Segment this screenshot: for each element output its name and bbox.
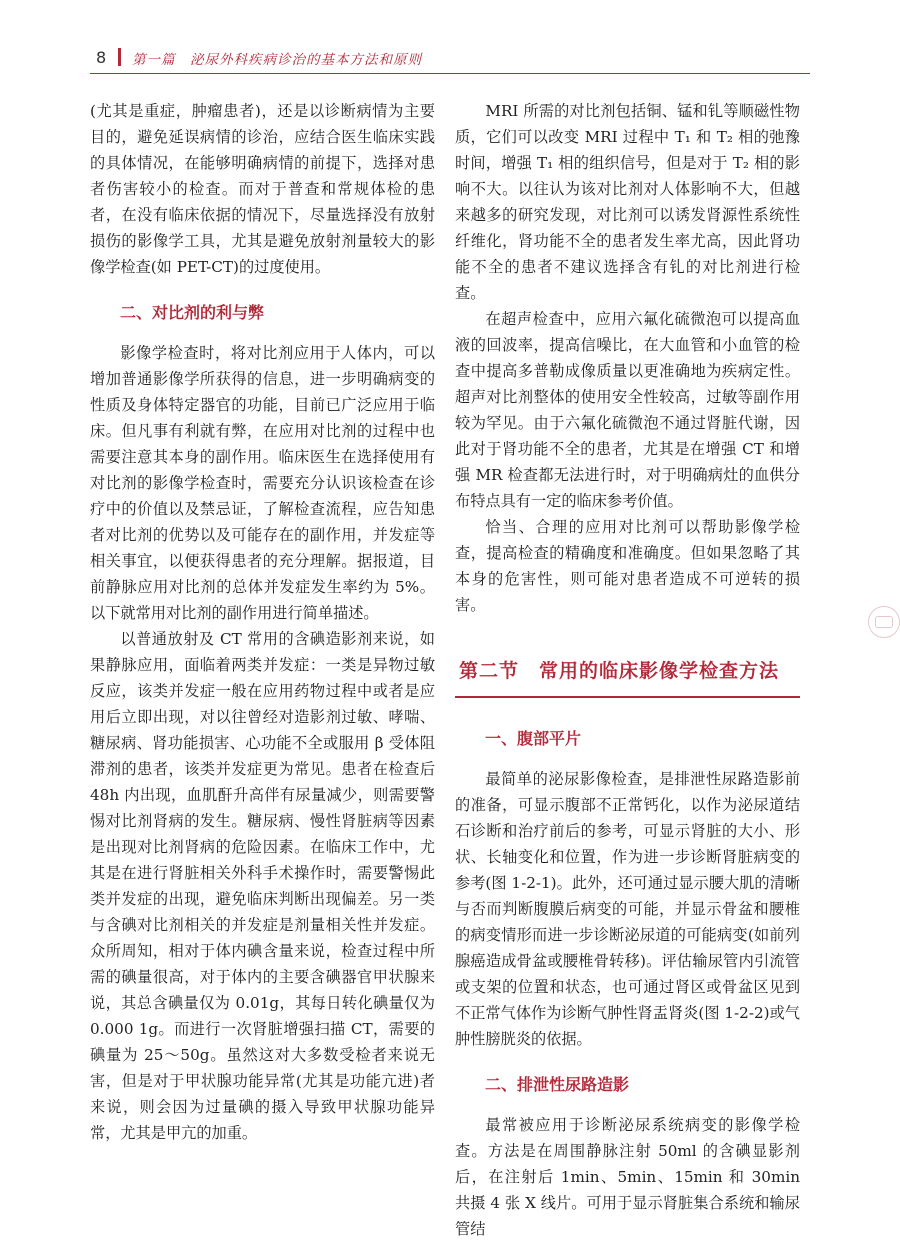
left-column [90, 98, 435, 1146]
paragraph-contrast-summary: 恰当、合理的应用对比剂可以帮助影像学检查，提高检查的精确度和准确度。但如果忽略了其本身的危害性，则可能对患者造成不可逆转的损害。 [455, 518, 800, 614]
running-header [90, 42, 810, 72]
right-column [455, 98, 800, 1242]
paragraph-ultrasound-contrast: 在超声检查中，应用六氟化硫微泡可以提高血液的回波率，提高信噪比，在大血管和小血管的检查中提高多普勒成像质量以更准确地为疾病定性。超声对比剂整体的使用安全性较高，过敏等副作用较为罕见。由于六氟化硫微泡不通过肾脏代谢，因此对于肾功能不全的患者，尤其是在增强 CT 和增强 MR 检查都无法进行时，对于明确病灶的血供分布特点具有一定的临床参考价值。 [455, 310, 800, 510]
section-heading-box [455, 646, 800, 698]
paragraph-imaging-choice: (尤其是重症，肿瘤患者)，还是以诊断病情为主要目的，避免延误病情的诊治，应结合医生临床实践的具体情况，在能够明确病情的前提下，选择对患者伤害较小的检查。而对于普查和常规体检的患者，在没有临床依据的情况下，尽量选择没有放射损伤的影像学工具，尤其是避免放射剂量较大的影像学检查(如 PET-CT)的过度使用。 [90, 102, 435, 276]
paragraph-contrast-overview: 影像学检查时，将对比剂应用于人体内，可以增加普通影像学所获得的信息，进一步明确病变的性质及身体特定器官的功能，目前已广泛应用于临床。但凡事有利就有弊，在应用对比剂的过程中也需要注意其本身的副作用。临床医生在选择使用有对比剂的影像学检查时，需要充分认识该检查在诊疗中的价值以及禁忌证，了解检查流程，应告知患者对比剂的优势以及可能存在的副作用，并发症等相关事宜，以便获得患者的充分理解。据报道，目前静脉应用对比剂的总体并发症发生率约为 5%。以下就常用对比剂的副作用进行简单描述。 [90, 344, 435, 622]
paragraph-iodine-contrast: 以普通放射及 CT 常用的含碘造影剂来说，如果静脉应用，面临着两类并发症：一类是异物过敏反应，该类并发症一般在应用药物过程中或者是应用后立即出现，对以往曾经对造影剂过敏、哮喘、糖尿病、肾功能损害、心功能不全或服用 β 受体阻滞剂的患者，该类并发症更为常见。患者在检查后 48h 内出现，血肌酐升高伴有尿量减少，则需要警惕对比剂肾病的发生。糖尿病、慢性肾脏病等因素是出现对比剂肾病的危险因素。在临床工作中，尤其是在进行肾脏相关外科手术操作时，需要警惕此类并发症的出现，避免临床判断出现偏差。另一类与含碘对比剂相关的并发症是剂量相关性并发症。众所周知，相对于体内碘含量来说，检查过程中所需的碘量很高，对于体内的主要含碘器官甲状腺来说，其总含碘量仅为 0.01g，其每日转化碘量仅为 0.000 1g。而进行一次肾脏增强扫描 CT，需要的碘量为 25～50g。虽然这对大多数受检者来说无害，但是对于甲状腺功能异常(尤其是功能亢进)者来说，则会因为过量碘的摄入导致甲状腺功能异常，尤其是甲亢的加重。 [90, 630, 435, 1142]
paragraph-abdominal-plain-film: 最简单的泌尿影像检查，是排泄性尿路造影前的准备，可显示腹部不正常钙化，以作为泌尿道结石诊断和治疗前后的参考，可显示肾脏的大小、形状、长轴变化和位置，作为进一步诊断肾脏病变的参考(图 1-2-1)。此外，还可通过显示腰大肌的清晰与否而判断腹膜后病变的可能，并显示骨盆和腰椎的病变情形而进一步诊断泌尿道的可能病变(如前列腺癌造成骨盆或腰椎骨转移)。评估输尿管内引流管或支架的位置和状态，也可通过肾区或骨盆区见到不正常气体作为诊断气肿性肾盂肾炎(图 1-2-2)或气肿性膀胱炎的依据。 [455, 770, 800, 1048]
page-number: 8 [96, 48, 107, 67]
section-title: 第二节 常用的临床影像学检查方法 [459, 660, 780, 682]
paragraph-mri-contrast: MRI 所需的对比剂包括铜、锰和钆等顺磁性物质，它们可以改变 MRI 过程中 T₁ 和 T₂ 相的弛豫时间，增强 T₁ 相的组织信号，但是对于 T₂ 相的影响不大。以往认为该对比剂对人体影响不大，但越来越多的研究发现，对比剂可以诱发肾源性系统性纤维化，肾功能不全的患者发生率尤高，因此肾功能不全的患者不建议选择含有钆的对比剂进行检查。 [455, 102, 800, 302]
header-rule [90, 73, 810, 74]
publisher-logo-icon [868, 606, 900, 638]
running-title: 第一篇 泌尿外科疾病诊治的基本方法和原则 [132, 52, 422, 68]
heading-abdominal-plain-film: 一、腹部平片 [485, 729, 582, 748]
header-divider-bar [118, 48, 121, 66]
paragraph-excretory-urography: 最常被应用于诊断泌尿系统病变的影像学检查。方法是在周围静脉注射 50ml 的含碘显影剂后，在注射后 1min、5min、15min 和 30min 共摄 4 张 X 线片。可用于显示肾脏集合系统和输尿管结 [455, 1116, 800, 1238]
heading-contrast-pros-cons: 二、对比剂的利与弊 [120, 303, 265, 322]
heading-excretory-urography: 二、排泄性尿路造影 [485, 1075, 630, 1094]
